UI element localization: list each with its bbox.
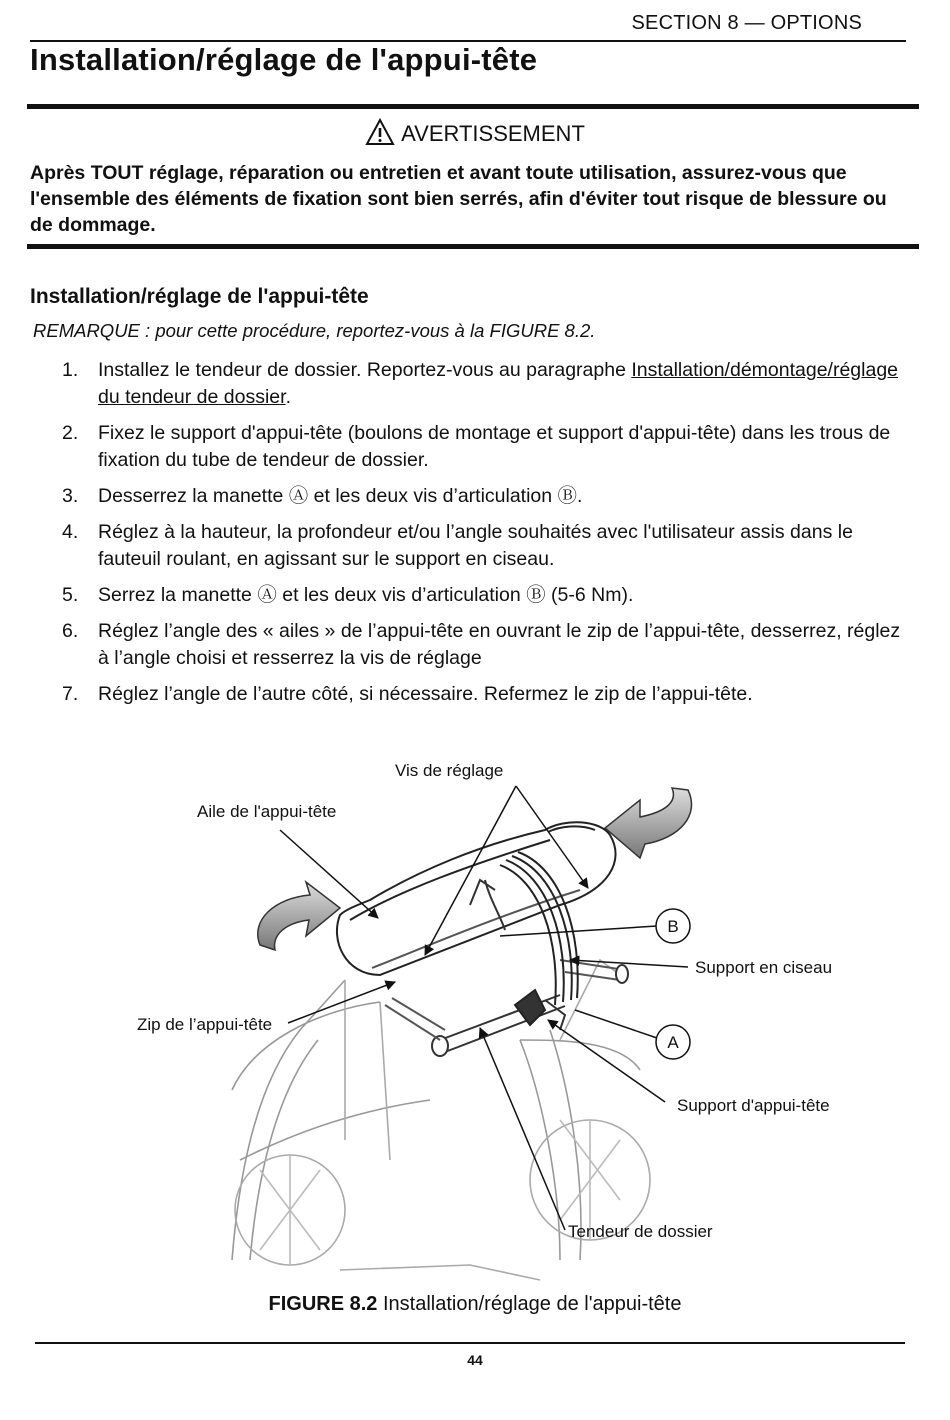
step-text: Réglez à la hauteur, la profondeur et/ou l’angle souhaités avec l'utilisateur assis dans le fauteuil roulant, en agissant sur le support en ciseau. (98, 521, 853, 570)
step-number: 7. (62, 683, 79, 705)
step-text: Serrez la manette Ⓐ et les deux vis d’articulation Ⓑ (5-6 Nm). (98, 584, 634, 606)
step-text: Installez le tendeur de dossier. Reportez-vous au paragraphe (98, 359, 632, 381)
step-number: 3. (62, 485, 79, 507)
list-item (62, 357, 912, 411)
step-number: 6. (62, 620, 79, 642)
headrest-figure (0, 740, 950, 1290)
warning-rule-bottom (27, 244, 919, 249)
list-item (62, 618, 912, 672)
list-item (62, 681, 912, 708)
warning-heading-text: AVERTISSEMENT (401, 121, 585, 146)
label-headrest-zip: Zip de l’appui-tête (137, 1015, 273, 1034)
steps-list (62, 357, 912, 717)
callout-a-label: A (667, 1033, 679, 1052)
label-headrest-wing: Aile de l'appui-tête (197, 802, 337, 821)
warning-heading (0, 118, 950, 147)
step-text: Desserrez la manette Ⓐ et les deux vis d’articulation Ⓑ. (98, 485, 583, 507)
step-number: 4. (62, 521, 79, 543)
step-number: 1. (62, 359, 79, 381)
warning-rule-top (27, 104, 919, 109)
footer-rule (35, 1342, 905, 1344)
subsection-title: Installation/réglage de l'appui-tête (30, 285, 369, 308)
step-text: Fixez le support d'appui-tête (boulons de montage et support d'appui-tête) dans les trous de fixation du tube de tendeur de dossier. (98, 422, 891, 471)
warning-triangle-icon (365, 118, 395, 146)
section-header: SECTION 8 — OPTIONS (631, 12, 862, 34)
page-number: 44 (467, 1352, 483, 1368)
page-title: Installation/réglage de l'appui-tête (30, 42, 538, 77)
list-item (62, 420, 912, 474)
label-adjustment-screws: Vis de réglage (395, 761, 504, 780)
step-text-tail: . (285, 386, 291, 408)
warning-text: Après TOUT réglage, réparation ou entretien et avant toute utilisation, assurez-vous que l'ensemble des éléments de fixation sont bien serrés, afin d'éviter tout risque de blessure ou de dommage. (30, 162, 887, 236)
headrest-cushion-drawing (337, 822, 616, 975)
back-tension-tube-drawing (385, 960, 628, 1056)
rotation-arrow-left-icon (258, 882, 340, 950)
figure-caption-number: FIGURE 8.2 (268, 1293, 378, 1315)
callout-b-label: B (667, 917, 679, 936)
step-text: Réglez l’angle des « ailes » de l’appui-tête en ouvrant le zip de l’appui-tête, desserrez, réglez à l’angle choisi et resserrez la vis de réglage (98, 620, 901, 669)
step-number: 2. (62, 422, 79, 444)
label-scissor-bracket: Support en ciseau (695, 958, 833, 977)
figure-caption-text: Installation/réglage de l'appui-tête (377, 1293, 682, 1315)
list-item (62, 519, 912, 573)
label-back-tension: Tendeur de dossier (568, 1222, 713, 1241)
remark-note: REMARQUE : pour cette procédure, reportez-vous à la FIGURE 8.2. (33, 320, 596, 341)
rotation-arrow-right-icon (605, 788, 691, 858)
step-text: Réglez l’angle de l’autre côté, si nécessaire. Refermez le zip de l’appui-tête. (98, 683, 753, 705)
list-item (62, 483, 912, 510)
cross-reference-link[interactable]: Installation/démontage/réglage du tendeur de dossier (98, 359, 899, 408)
list-item (62, 582, 912, 609)
step-number: 5. (62, 584, 79, 606)
figure-caption (0, 1293, 950, 1316)
label-headrest-bracket: Support d'appui-tête (677, 1096, 830, 1115)
